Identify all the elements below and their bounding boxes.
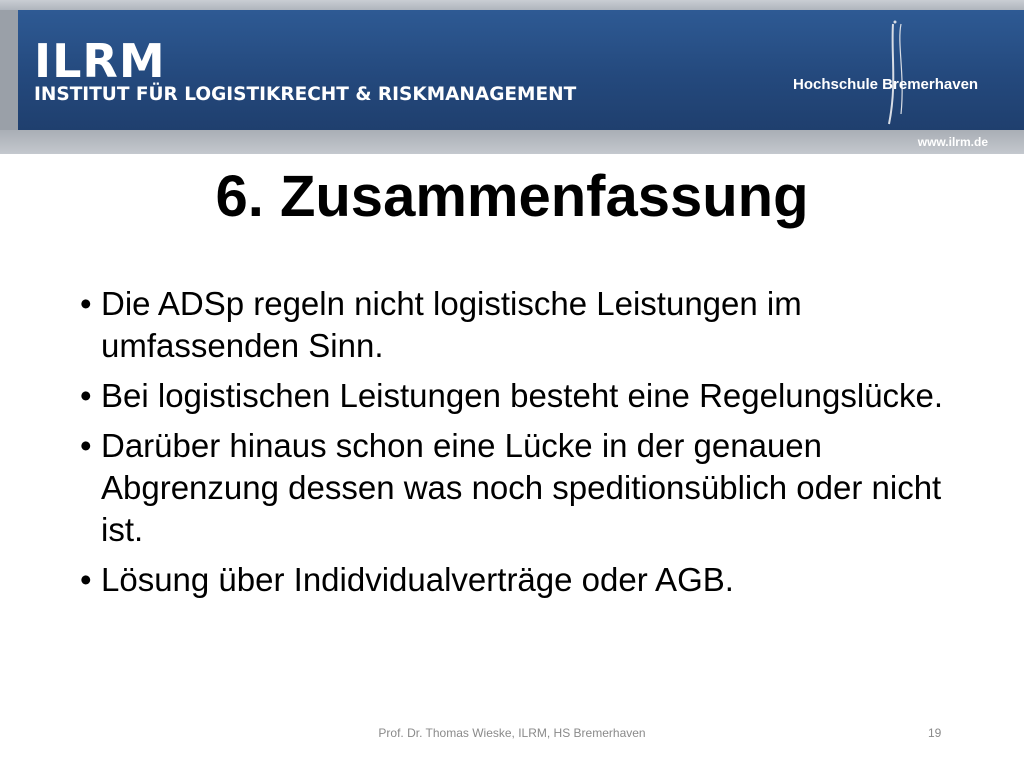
bullet-text: Darüber hinaus schon eine Lücke in der genauen Abgrenzung dessen was noch speditionsüblich oder nicht ist.	[101, 427, 942, 548]
bullet-list	[72, 283, 972, 609]
ilrm-logo: ILRM	[34, 34, 166, 88]
bullet-text: Lösung über Indidvidualverträge oder AGB.	[101, 561, 734, 598]
page-number: 19	[928, 726, 942, 740]
hochschule-logo-mark	[871, 14, 921, 130]
website-url: www.ilrm.de	[917, 135, 988, 149]
hochschule-logo-text: Hochschule Bremerhaven	[793, 76, 979, 93]
bullet-dot: •	[80, 285, 92, 322]
institute-name: INSTITUT FÜR LOGISTIKRECHT & RISKMANAGEMENT	[34, 84, 577, 105]
bullet-dot: •	[80, 561, 92, 598]
slide-header-banner	[0, 10, 1024, 130]
bullet-dot: •	[80, 427, 92, 464]
bullet-item	[72, 375, 972, 417]
bullet-item	[72, 425, 972, 551]
bullet-text: Die ADSp regeln nicht logistische Leistungen im umfassenden Sinn.	[101, 285, 802, 364]
bullet-dot: •	[80, 377, 92, 414]
header-grey-band	[0, 130, 1024, 154]
bullet-item	[72, 559, 972, 601]
bullet-item	[72, 283, 972, 367]
bullet-text: Bei logistischen Leistungen besteht eine Regelungslücke.	[101, 377, 944, 414]
footer-credit: Prof. Dr. Thomas Wieske, ILRM, HS Bremerhaven	[378, 726, 646, 740]
slide-title: 6. Zusammenfassung	[215, 164, 809, 229]
